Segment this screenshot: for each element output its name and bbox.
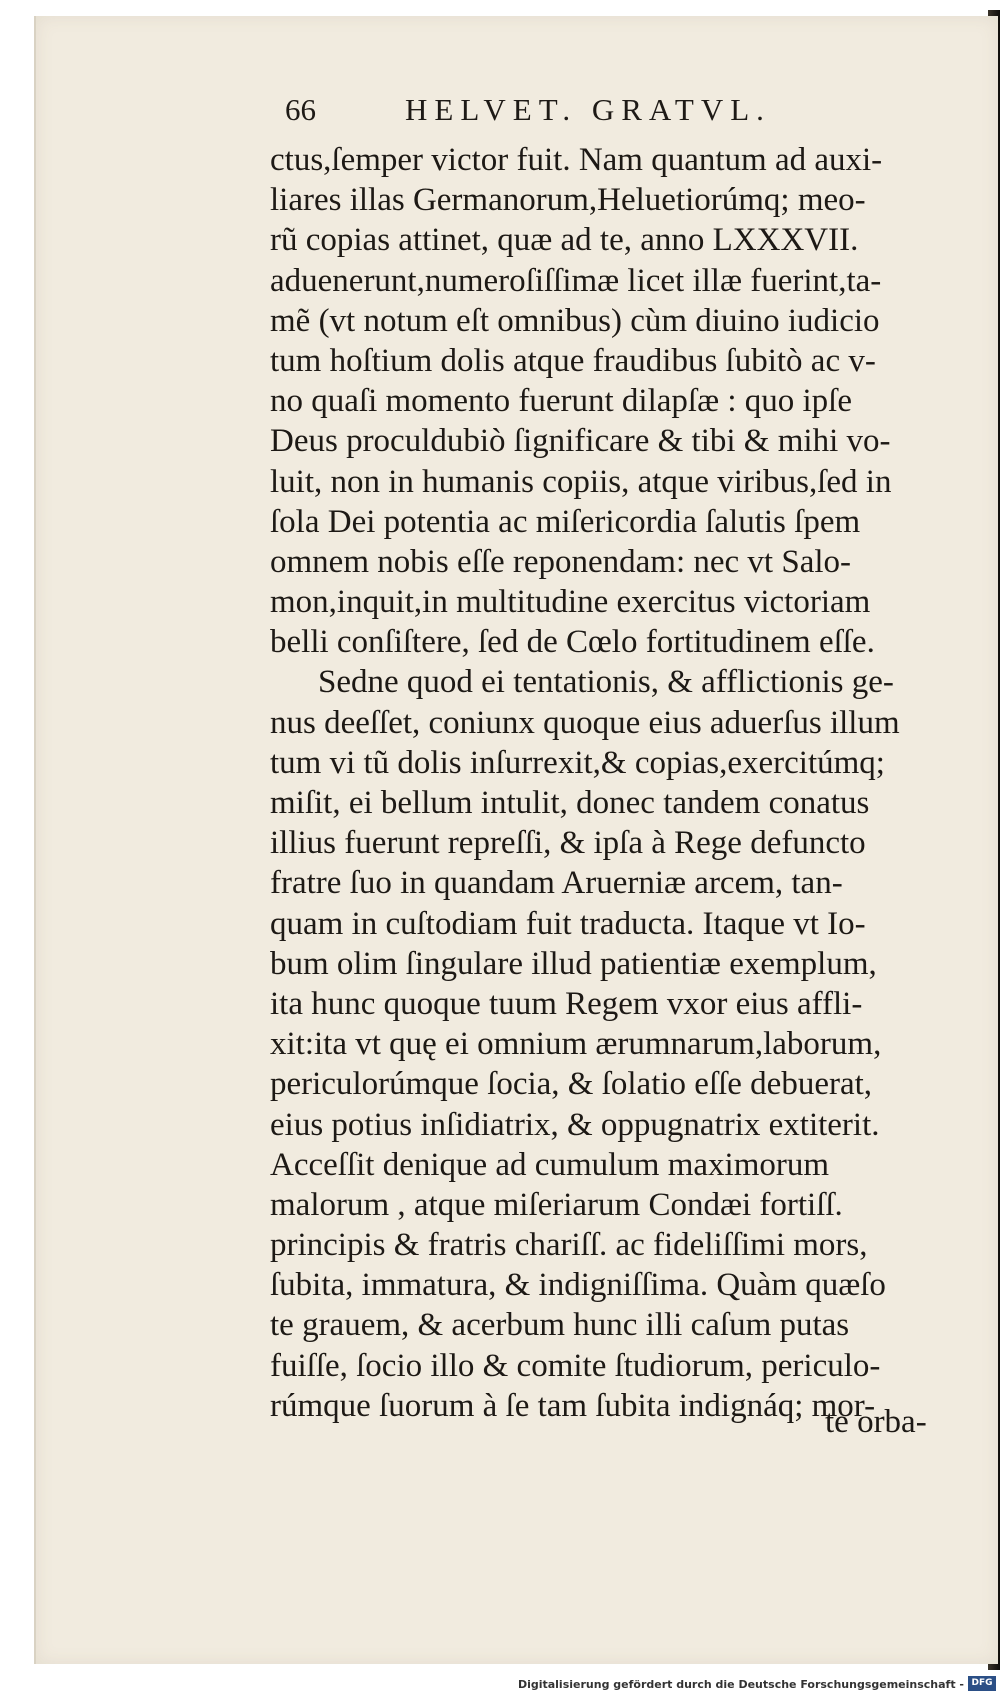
text-line: nus deeſſet, coniunx quoque eius aduerſus illum	[270, 704, 900, 741]
text-line: ctus,ſemper victor fuit. Nam quantum ad auxi-	[270, 142, 883, 178]
page-header	[285, 92, 845, 132]
text-line: tum hoſtium dolis atque fraudibus ſubitò ac v-	[270, 342, 876, 379]
text-line: aduenerunt,numeroſiſſimæ licet illæ fuerint,ta-	[270, 262, 882, 299]
text-line: miſit, ei bellum intulit, donec tandem conatus	[270, 785, 870, 821]
body-text	[270, 140, 960, 1426]
text-line: ſubita, immatura, & indigniſſima. Quàm quæſo	[270, 1267, 886, 1304]
text-line: mẽ (vt notum eſt omnibus) cùm diuino iudicio	[270, 302, 880, 339]
catchword: te orba-	[825, 1404, 927, 1440]
text-line: bum olim ſingulare illud patientiæ exemplum,	[270, 945, 877, 982]
text-line: no quaſi momento fuerunt dilapſæ : quo ipſe	[270, 383, 852, 420]
text-line: malorum , atque miſeriarum Condæi fortiſſ.	[270, 1186, 843, 1223]
text-line: principis & fratris chariſſ. ac fideliſſimi mors,	[270, 1227, 868, 1264]
text-line: liares illas Germanorum,Heluetiorúmq; meo-	[270, 182, 866, 219]
text-line: illius fuerunt repreſſi, & ipſa à Rege defuncto	[270, 825, 866, 862]
text-line: eius potius inſidiatrix, & oppugnatrix extiterit.	[270, 1106, 880, 1143]
text-line: rũ copias attinet, quæ ad te, anno LXXXVII.	[270, 222, 859, 259]
text-line: tum vi tũ dolis inſurrexit,& copias,exercitúmq;	[270, 744, 885, 781]
text-line: omnem nobis eſſe reponendam: nec vt Salo-	[270, 543, 852, 580]
paragraph-start-line: Sedne quod ei tentationis, & afflictionis ge-	[318, 664, 894, 701]
dfg-logo-icon: DFG	[968, 1676, 996, 1691]
text-line: luit, non in humanis copiis, atque viribus,ſed in	[270, 463, 892, 500]
funding-credit: Digitalisierung gefördert durch die Deutsche Forschungsgemeinschaft -	[517, 1678, 964, 1691]
text-line: te grauem, & acerbum hunc illi caſum putas	[270, 1307, 850, 1344]
text-line: Deus proculdubiò ſignificare & tibi & mihi vo-	[270, 423, 891, 460]
text-line: mon,inquit,in multitudine exercitus victoriam	[270, 584, 871, 621]
text-line: fratre ſuo in quandam Aruerniæ arcem, tan-	[270, 865, 843, 902]
text-line: rúmque ſuorum à ſe tam ſubita indignáq; mor-	[270, 1387, 876, 1424]
text-line: ſola Dei potentia ac miſericordia ſalutis ſpem	[270, 503, 861, 540]
digitization-footer	[0, 1672, 1000, 1698]
text-line: quam in cuſtodiam fuit traducta. Itaque vt Io-	[270, 905, 866, 942]
text-line: belli conſiſtere, ſed de Cœlo fortitudinem eſſe.	[270, 624, 875, 661]
text-line: ita hunc quoque tuum Regem vxor eius affli-	[270, 985, 863, 1022]
text-line: periculorúmque ſocia, & ſolatio eſſe debuerat,	[270, 1066, 873, 1103]
running-title: HELVET. GRATVL.	[405, 92, 771, 127]
text-line: xit:ita vt quę ei omnium ærumnarum,laborum,	[270, 1026, 882, 1063]
page-number: 66	[285, 92, 316, 127]
text-line: fuiſſe, ſocio illo & comite ſtudiorum, periculo-	[270, 1347, 881, 1384]
text-line: Acceſſit denique ad cumulum maximorum	[270, 1146, 830, 1183]
